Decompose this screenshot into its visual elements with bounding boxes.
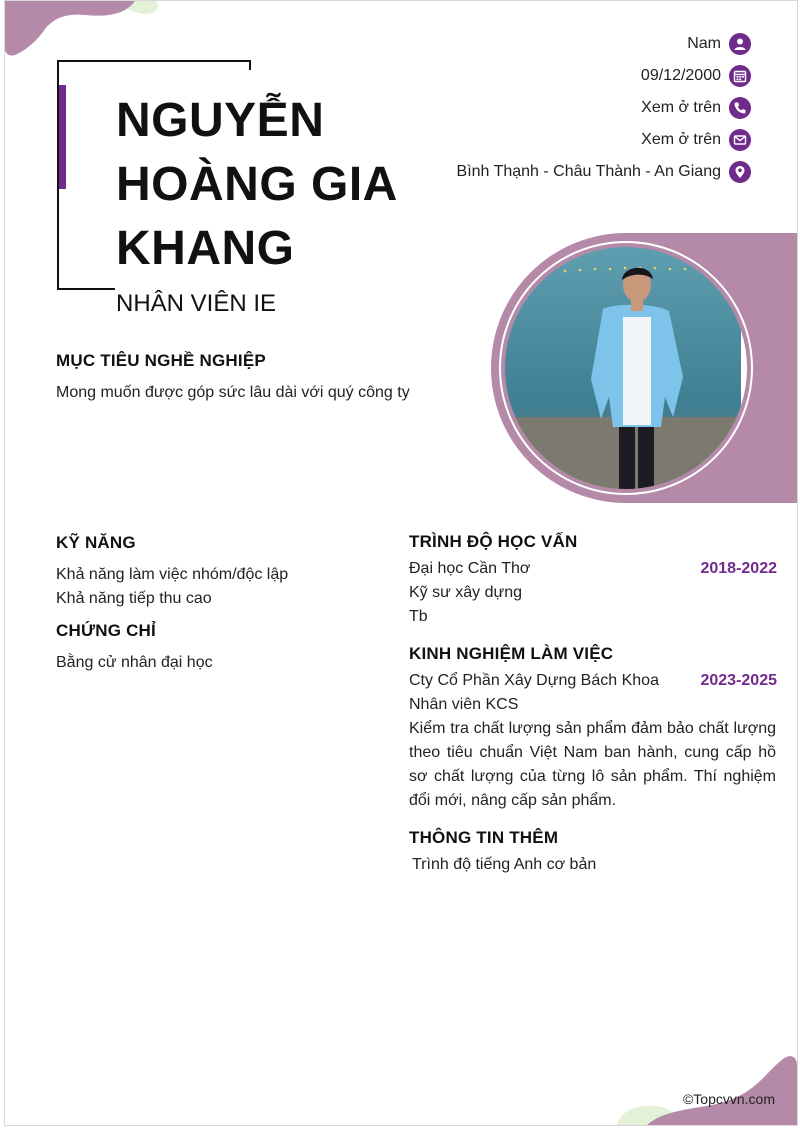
additional-title: THÔNG TIN THÊM bbox=[409, 828, 559, 847]
name-accent-bar bbox=[59, 85, 66, 189]
name-frame-top bbox=[57, 60, 251, 62]
objective-title: MỤC TIÊU NGHỀ NGHIỆP bbox=[56, 351, 266, 370]
address-text: Bình Thạnh - Châu Thành - An Giang bbox=[456, 163, 721, 180]
bottom-right-decoration bbox=[607, 1053, 797, 1125]
contact-gender bbox=[687, 32, 751, 56]
cv-page bbox=[4, 0, 798, 1126]
email-text: Xem ở trên bbox=[641, 131, 721, 148]
contact-phone bbox=[641, 96, 751, 120]
education-grade: Tb bbox=[409, 608, 428, 625]
location-pin-icon bbox=[729, 161, 751, 183]
birthdate-text: 09/12/2000 bbox=[640, 67, 721, 84]
experience-description: Kiểm tra chất lượng sản phẩm đảm bảo chất lượng theo tiêu chuẩn Việt Nam ban hành, cung cấp hồ sơ chất lượng của từng lô sản phẩm. Thí nghiệm đổi mới, nâng cấp sản phẩm. bbox=[409, 720, 776, 809]
person-icon bbox=[729, 33, 751, 55]
certificate-item: Bằng cử nhân đại học bbox=[56, 654, 213, 671]
contact-address bbox=[457, 160, 751, 184]
phone-text: Xem ở trên bbox=[641, 99, 721, 116]
mail-icon bbox=[729, 129, 751, 151]
skill-item: Khả năng làm việc nhóm/độc lập bbox=[56, 566, 289, 583]
skills-title: KỸ NĂNG bbox=[56, 533, 136, 552]
top-left-decoration bbox=[5, 1, 165, 61]
phone-icon bbox=[729, 97, 751, 119]
name-line-1: NGUYỄN bbox=[116, 94, 325, 147]
profile-photo bbox=[505, 247, 747, 489]
job-title: NHÂN VIÊN IE bbox=[116, 290, 277, 317]
education-school: Đại học Cần Thơ bbox=[409, 560, 531, 577]
candidate-name bbox=[116, 89, 398, 281]
skill-item: Khả năng tiếp thu cao bbox=[56, 590, 212, 607]
education-major: Kỹ sư xây dựng bbox=[409, 584, 523, 601]
name-line-3: KHANG bbox=[116, 222, 295, 275]
experience-title: KINH NGHIỆM LÀM VIỆC bbox=[409, 644, 614, 663]
contact-email bbox=[641, 128, 751, 152]
footer-credit: ©Topcvvn.com bbox=[682, 1091, 775, 1107]
experience-position: Nhân viên KCS bbox=[409, 696, 519, 713]
name-frame-tick-right bbox=[249, 60, 251, 70]
name-line-2: HOÀNG GIA bbox=[116, 158, 398, 211]
education-title: TRÌNH ĐỘ HỌC VẤN bbox=[409, 532, 578, 551]
name-frame-bottom bbox=[57, 288, 115, 290]
calendar-icon bbox=[729, 65, 751, 87]
contact-birthdate bbox=[641, 64, 751, 88]
certificates-title: CHỨNG CHỈ bbox=[56, 621, 156, 640]
objective-text: Mong muốn được góp sức lâu dài với quý công ty bbox=[56, 384, 410, 401]
gender-text: Nam bbox=[687, 35, 721, 52]
additional-text: Trình độ tiếng Anh cơ bản bbox=[412, 856, 597, 873]
experience-years: 2023-2025 bbox=[700, 672, 777, 689]
education-years: 2018-2022 bbox=[700, 560, 777, 577]
experience-company: Cty Cổ Phần Xây Dựng Bách Khoa bbox=[409, 672, 659, 689]
